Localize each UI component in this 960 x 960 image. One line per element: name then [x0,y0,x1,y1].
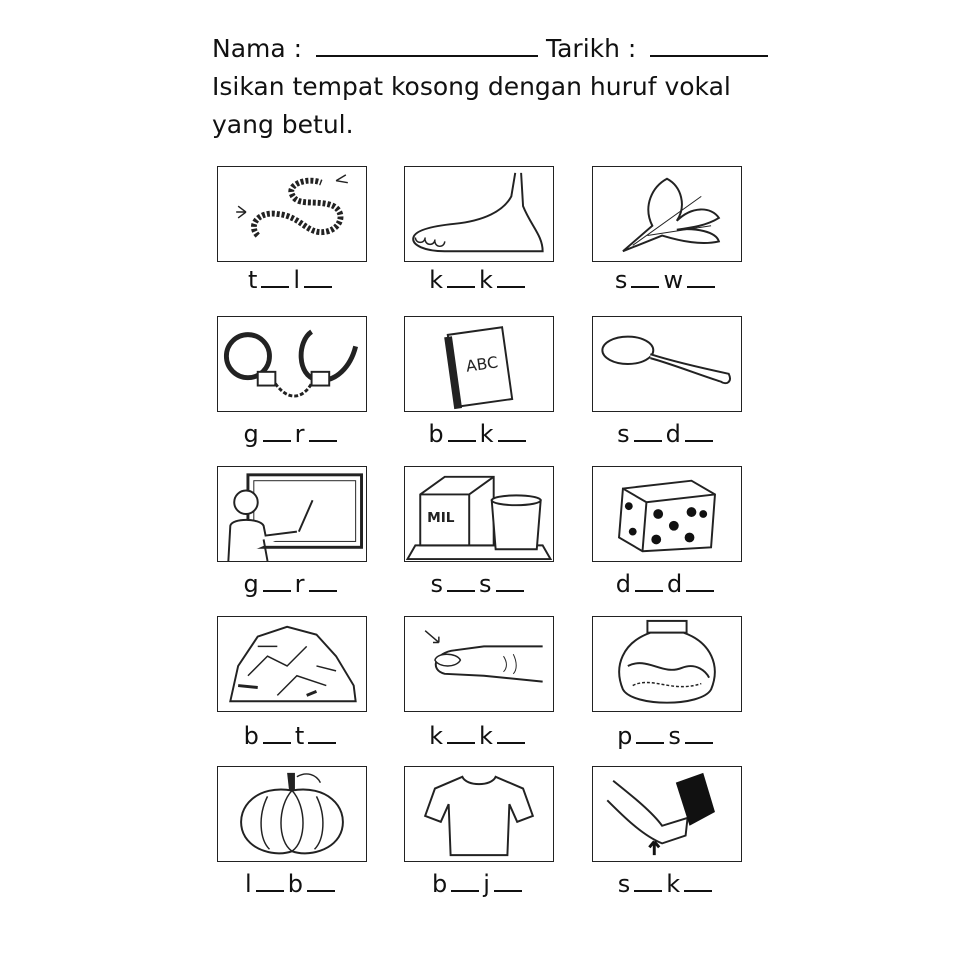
picture-card-12 [592,616,742,712]
name-label: Nama : [212,34,303,63]
letter: t [247,266,258,294]
picture-card-9 [592,466,742,562]
blank-vowel[interactable] [309,572,337,592]
blank-vowel[interactable] [687,268,715,288]
letter: t [294,722,305,750]
letter: b [428,420,444,448]
blank-vowel[interactable] [304,268,332,288]
letter: d [667,570,683,598]
letter: k [479,722,493,750]
teacher-icon [218,467,366,561]
letter: r [294,570,305,598]
word-puzzle-11 [404,722,554,750]
shirt-icon [405,767,553,861]
word-puzzle-15 [592,870,742,898]
word-puzzle-7 [217,570,367,598]
letter: l [245,870,252,898]
finger-nail-icon [405,617,553,711]
letter: k [429,266,443,294]
word-puzzle-12 [592,722,742,750]
picture-card-4 [217,316,367,412]
blank-vowel[interactable] [685,724,713,744]
picture-card-15 [592,766,742,862]
word-puzzle-5 [404,420,554,448]
blank-vowel[interactable] [631,268,659,288]
picture-card-8 [404,466,554,562]
book-icon [405,317,553,411]
book-cover-text: ABC [464,352,500,376]
blank-vowel[interactable] [448,422,476,442]
letter: s [668,722,681,750]
blank-vowel[interactable] [636,724,664,744]
letter: k [479,266,493,294]
blank-vowel[interactable] [497,724,525,744]
blank-vowel[interactable] [263,724,291,744]
handcuffs-icon [218,317,366,411]
letter: p [617,722,633,750]
letter: s [617,420,630,448]
blank-vowel[interactable] [447,572,475,592]
date-label: Tarikh : [545,34,637,63]
letter: s [617,870,631,898]
rock-icon [218,617,366,711]
blank-vowel[interactable] [635,572,663,592]
blank-vowel[interactable] [256,872,284,892]
blank-vowel[interactable] [447,724,475,744]
picture-card-5 [404,316,554,412]
word-puzzle-4 [217,420,367,448]
letter: w [663,266,684,294]
blank-vowel[interactable] [494,872,522,892]
letter: s [430,570,443,598]
letter: d [615,570,631,598]
letter: s [479,570,492,598]
carton-label-text: MIL [427,509,455,526]
picture-card-2 [404,166,554,262]
picture-card-6 [592,316,742,412]
picture-card-14 [404,766,554,862]
blank-vowel[interactable] [263,422,291,442]
pot-icon [593,617,741,711]
elbow-icon [593,767,741,861]
blank-vowel[interactable] [684,872,712,892]
letter: j [483,870,490,898]
word-puzzle-1 [217,266,367,294]
blank-vowel[interactable] [634,872,662,892]
picture-card-3 [592,166,742,262]
blank-vowel[interactable] [498,422,526,442]
blank-vowel[interactable] [307,872,335,892]
word-puzzle-8 [404,570,554,598]
word-puzzle-10 [217,722,367,750]
letter: b [432,870,448,898]
letter: g [243,570,259,598]
mustard-greens-icon [593,167,741,261]
blank-vowel[interactable] [451,872,479,892]
word-puzzle-9 [592,570,742,598]
blank-vowel[interactable] [261,268,289,288]
blank-vowel[interactable] [685,422,713,442]
letter: k [479,420,494,448]
blank-vowel[interactable] [496,572,524,592]
picture-card-13 [217,766,367,862]
blank-vowel[interactable] [634,422,662,442]
instruction-line-2: yang betul. [212,110,354,139]
blank-vowel[interactable] [308,724,336,744]
letter: b [243,722,259,750]
letter: l [293,266,301,294]
foot-icon [405,167,553,261]
picture-card-1 [217,166,367,262]
picture-card-7 [217,466,367,562]
spoon-icon [593,317,741,411]
blank-vowel[interactable] [497,268,525,288]
pumpkin-icon [218,767,366,861]
letter: k [429,722,443,750]
letter: g [243,420,259,448]
letter: s [614,266,628,294]
word-puzzle-13 [217,870,367,898]
word-puzzle-6 [592,420,742,448]
letter: b [287,870,303,898]
dice-icon [593,467,741,561]
blank-vowel[interactable] [309,422,337,442]
instruction-line-1: Isikan tempat kosong dengan huruf vokal [212,72,731,101]
word-puzzle-3 [592,266,742,294]
word-puzzle-2 [404,266,554,294]
letter: d [665,420,681,448]
blank-vowel[interactable] [263,572,291,592]
blank-vowel[interactable] [447,268,475,288]
picture-card-11 [404,616,554,712]
picture-card-10 [217,616,367,712]
word-puzzle-14 [404,870,554,898]
letter: r [294,420,305,448]
letter: k [666,870,681,898]
rope-icon [218,167,366,261]
blank-vowel[interactable] [686,572,714,592]
milk-icon [405,467,553,561]
